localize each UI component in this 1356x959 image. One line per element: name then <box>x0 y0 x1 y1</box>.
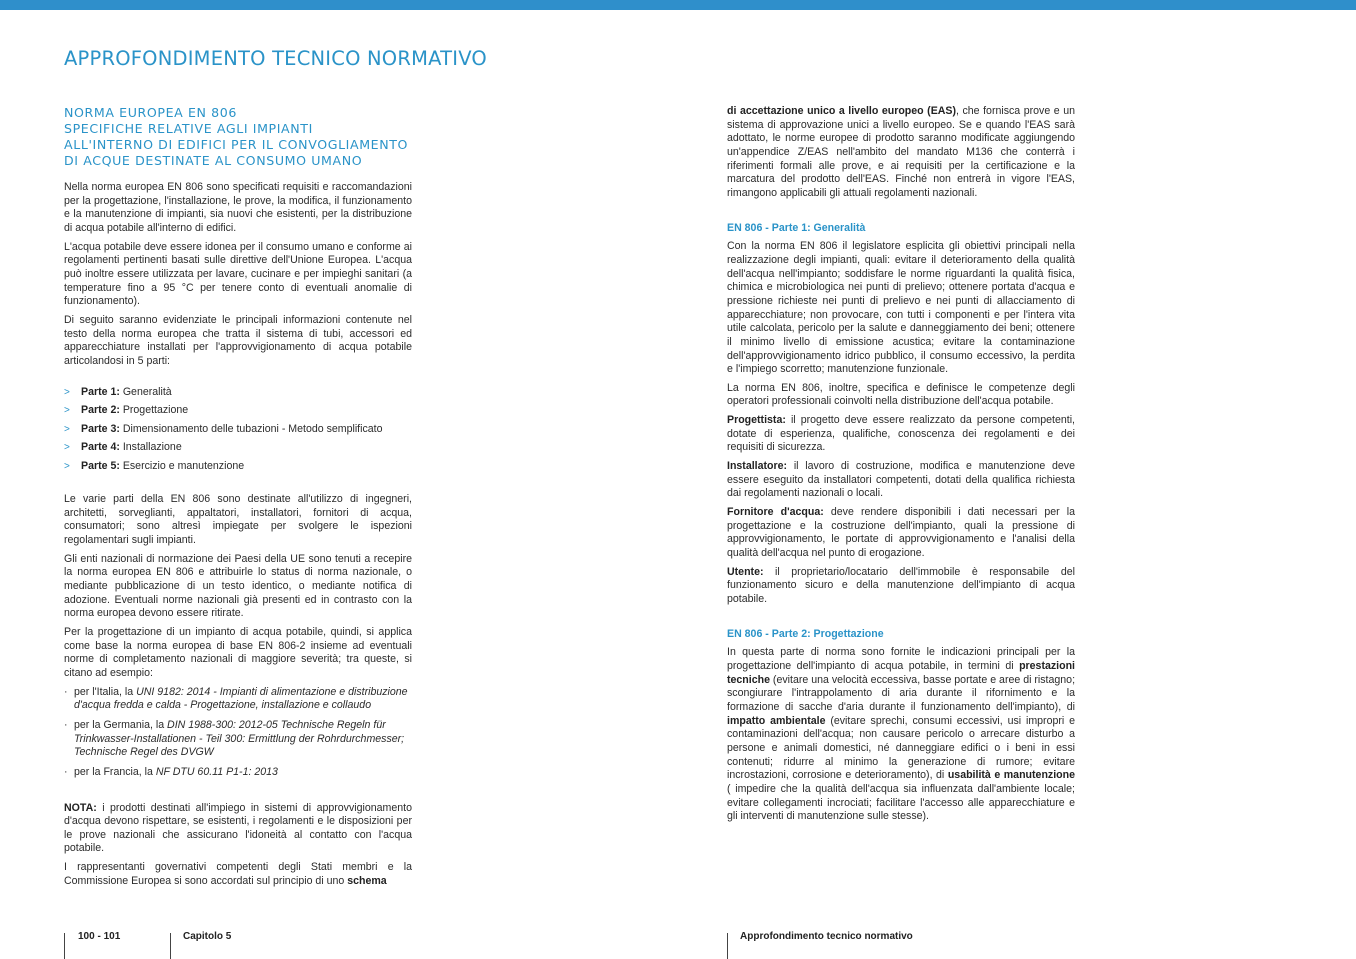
part-text: Progettazione <box>119 404 189 417</box>
chevron-right-icon: > <box>64 423 70 435</box>
bold-text: di accettazione unico a livello europeo (EAS) <box>727 105 957 117</box>
chevron-right-icon: > <box>64 405 70 417</box>
footer-divider <box>727 933 728 959</box>
top-accent-bar <box>0 0 1356 10</box>
role-label: Fornitore d'acqua: <box>727 506 824 519</box>
norm-prefix: per la Francia, la <box>74 765 156 778</box>
part-label: Parte 4: <box>81 441 120 454</box>
parts-list <box>64 383 412 476</box>
paragraph: La norma EN 806, inoltre, specifica e definisce le competenze degli operatori professionali coinvolti nella distribuzione dell'acqua potabile. <box>727 381 1075 408</box>
bullet-icon: · <box>64 685 68 698</box>
right-column <box>727 105 1075 829</box>
chevron-right-icon: > <box>64 386 70 398</box>
list-item <box>64 719 412 760</box>
list-item <box>64 401 412 420</box>
part-label: Parte 5: <box>81 459 120 472</box>
norm-prefix: per la Germania, la <box>74 718 168 731</box>
paragraph: Con la norma EN 806 il legislatore esplicita gli obiettivi principali nella realizzazione degli impianti, quali: evitare il deterioramento della qualità dell'acqua nell'impianto; soddisfare le norme riguardanti la qualità fisica, chimica e microbiologica nei punti di prelievo; ottenere portata d'acqua e pressione richieste nei punti di prelievo e nei punti di allacciamento di apparecchiature; non provocare, con tutti i componenti e per l'intera vita utile calcolata, pericolo per la salute e danneggiamento dei beni; ottenere il minimo livello di emissione acustica; evitare la contaminazione dell'approvvigionamento idrico pubblico, il consumo eccessivo, la perdita e l'impiego scorretto; manutenzione funzionale. <box>727 240 1075 376</box>
paragraph-text: In questa parte di norma sono fornite le indicazioni principali per la progettazione dell'impianto di acqua potabile, in termini di <box>727 646 1075 672</box>
page-numbers: 100 - 101 <box>78 931 121 942</box>
note-text: i prodotti destinati all'impiego in sistemi di approvvigionamento d'acqua devono rispettare, se esistenti, i regolamenti e le disposizioni per le prove nazionali che assicurano l'idoneità al contatto con l'acqua potabile. <box>64 801 412 855</box>
role-text: il progetto deve essere realizzato da persone competenti, dotate di esperienza, qualifiche, conoscenza dei regolamenti e dei requisiti di sicurezza. <box>727 414 1075 454</box>
section-heading: EN 806 - Parte 1: Generalità <box>727 221 866 234</box>
role-label: Progettista: <box>727 414 786 427</box>
part-text: Dimensionamento delle tubazioni - Metodo semplificato <box>119 422 383 435</box>
bold-text: usabilità e manutenzione <box>947 769 1075 782</box>
footer-divider <box>64 933 65 959</box>
paragraph-text: , che fornisca prove e un sistema di approvazione unici a livello europeo. Se e quando l'EAS sarà adottato, le norme europee di prodotto saranno modificate aggiungendo un'appendice Z/EAS nell'ambito del mandato M136 che conterrà i riferimenti formali alle prove, e ai requisiti per la certificazione e la marcatura del prodotto dell'EAS. Finché non entrerà in vigore l'EAS, rimangono applicabili gli attuali regolamenti nazionali. <box>727 105 1075 199</box>
part-label: Parte 2: <box>81 404 120 417</box>
part-label: Parte 3: <box>81 422 120 435</box>
part-text: Esercizio e manutenzione <box>119 459 245 472</box>
list-item <box>64 420 412 439</box>
footer-divider <box>170 933 171 959</box>
chevron-right-icon: > <box>64 460 70 472</box>
norm-reference: NF DTU 60.11 P1-1: 2013 <box>155 765 278 778</box>
norm-prefix: per l'Italia, la <box>74 685 137 698</box>
role-paragraph <box>727 566 1075 607</box>
role-label: Installatore: <box>727 460 788 473</box>
bold-text: schema <box>347 874 387 887</box>
note-label: NOTA: <box>64 801 97 814</box>
paragraph-text: (evitare una velocità eccessiva, basse portate e aree di ristagno; scongiurare l'intrappolamento di aria durante il rifornimento e la formazione di sacche d'aria durante il funzionamento dell'impianto), di <box>727 673 1076 713</box>
list-item <box>64 457 412 476</box>
chapter-label: Capitolo 5 <box>183 931 232 942</box>
paragraph-text: ( impedire che la qualità dell'acqua sia influenzata dall'ambiente locale; evitare collegamenti incrociati; facilitare l'accesso alle apparecchiature e gli interventi di manutenzione sulle stesse). <box>727 782 1075 823</box>
role-text: deve rendere disponibili i dati necessari per la progettazione e la costruzione dell'impianto, quali la pressione di approvvigionamento, le portate di approvvigionamento e l'analisi della qualità dell'acqua nel punto di erogazione. <box>727 506 1075 560</box>
role-paragraph <box>727 460 1075 501</box>
part-label: Parte 1: <box>81 385 120 398</box>
paragraph: Le varie parti della EN 806 sono destinate all'utilizzo di ingegneri, architetti, sorveglianti, appaltatori, installatori, fornitori di acqua, consumatori; sono altresì impiegate per svolgere le ispezioni regolamentari sugli impianti. <box>64 493 412 546</box>
role-label: Utente: <box>727 565 764 578</box>
section-label: Approfondimento tecnico normativo <box>740 931 913 942</box>
bold-text: impatto ambientale <box>727 714 826 727</box>
paragraph-text: (evitare sprechi, consumi eccessivi, usi impropri e contaminazioni dell'acqua; non causare pericolo o arrecare disturbo a persone e animali domestici, né danneggiare edifici o i beni in essi contenuti; ridurre al minimo la generazione di rumore; evitare incrostazioni, corrosione e deterioramento), di <box>727 714 1075 782</box>
paragraph: Nella norma europea EN 806 sono specificati requisiti e raccomandazioni per la progettazione, l'installazione, le prove, la modifica, il funzionamento e la manutenzione di impianti, sia nuovi che esistenti, per la distribuzione di acqua potabile all'interno di edifici. <box>64 181 412 234</box>
paragraph-text: I rappresentanti governativi competenti degli Stati membri e la Commissione Europea si sono accordati sul principio di uno <box>64 861 412 887</box>
bold-text: prestazioni tecniche <box>727 659 1075 686</box>
paragraph: Di seguito saranno evidenziate le principali informazioni contenute nel testo della norma europea che tratta il sistema di tubi, accessori ed apparecchiature installati per l'approvvigionamento di acqua potabile articolandosi in 5 parti: <box>64 313 412 367</box>
subtitle-line: DI ACQUE DESTINATE AL CONSUMO UMANO <box>64 153 363 168</box>
paragraph <box>727 646 1075 824</box>
norm-reference: UNI 9182: 2014 - Impianti di alimentazione e distribuzione d'acqua fredda e calda - Progettazione, installazione e collaudo <box>74 685 408 712</box>
paragraph: Per la progettazione di un impianto di acqua potabile, quindi, si applica come base la norma europea di base EN 806-2 insieme ad eventuali norme di completamento nazionali di maggiore severità; tra queste, si citano ad esempio: <box>64 625 412 679</box>
role-text: il proprietario/locatario dell'immobile è responsabile del funzionamento sicuro e della manutenzione dell'impianto di acqua potabile. <box>727 565 1075 605</box>
list-item <box>64 686 412 713</box>
subtitle-line: NORMA EUROPEA EN 806 <box>64 105 237 120</box>
part-text: Generalità <box>119 385 172 398</box>
left-column <box>64 105 412 893</box>
list-item <box>64 438 412 457</box>
paragraph: L'acqua potabile deve essere idonea per il consumo umano e conforme ai regolamenti pertinenti basati sulle direttive dell'Unione Europea. L'acqua può inoltre essere utilizzata per lavare, cucinare e per impieghi sanitari (a temperature fino a 95 °C per tenere conto di eventuali anomalie di funzionamento). <box>64 240 412 308</box>
chevron-right-icon: > <box>64 442 70 454</box>
bullet-icon: · <box>64 718 68 731</box>
role-text: il lavoro di costruzione, modifica e manutenzione deve essere eseguito da installatori competenti, dotati della qualifica richiesta dai regolamenti nazionali o locali. <box>727 460 1075 500</box>
paragraph <box>64 861 412 888</box>
subtitle-line: SPECIFICHE RELATIVE AGLI IMPIANTI <box>64 121 313 136</box>
role-paragraph <box>727 506 1075 561</box>
list-item <box>64 383 412 402</box>
list-item <box>64 766 412 780</box>
section-subtitle <box>64 105 412 169</box>
page-title: APPROFONDIMENTO TECNICO NORMATIVO <box>64 47 487 70</box>
norms-list <box>64 686 412 780</box>
part-text: Installazione <box>119 441 182 454</box>
note-paragraph <box>64 802 412 857</box>
role-paragraph <box>727 414 1075 455</box>
paragraph <box>727 105 1075 201</box>
paragraph: Gli enti nazionali di normazione dei Paesi della UE sono tenuti a recepire la norma europea EN 806 e attribuirle lo status di norma nazionale, o mediante pubblicazione di un testo identico, o mediante notifica di adozione. Eventuali norme nazionali già presenti ed in contrasto con la norma europea devono essere ritirate. <box>64 552 412 620</box>
norm-reference: DIN 1988-300: 2012-05 Technische Regeln für Trinkwasser-Installationen - Teil 300: Ermittlung der Rohrdurchmesser; Technische Regel des DVGW <box>74 718 405 759</box>
bullet-icon: · <box>64 765 68 778</box>
subtitle-line: ALL'INTERNO DI EDIFICI PER IL CONVOGLIAMENTO <box>64 137 409 152</box>
section-heading: EN 806 - Parte 2: Progettazione <box>727 627 884 640</box>
